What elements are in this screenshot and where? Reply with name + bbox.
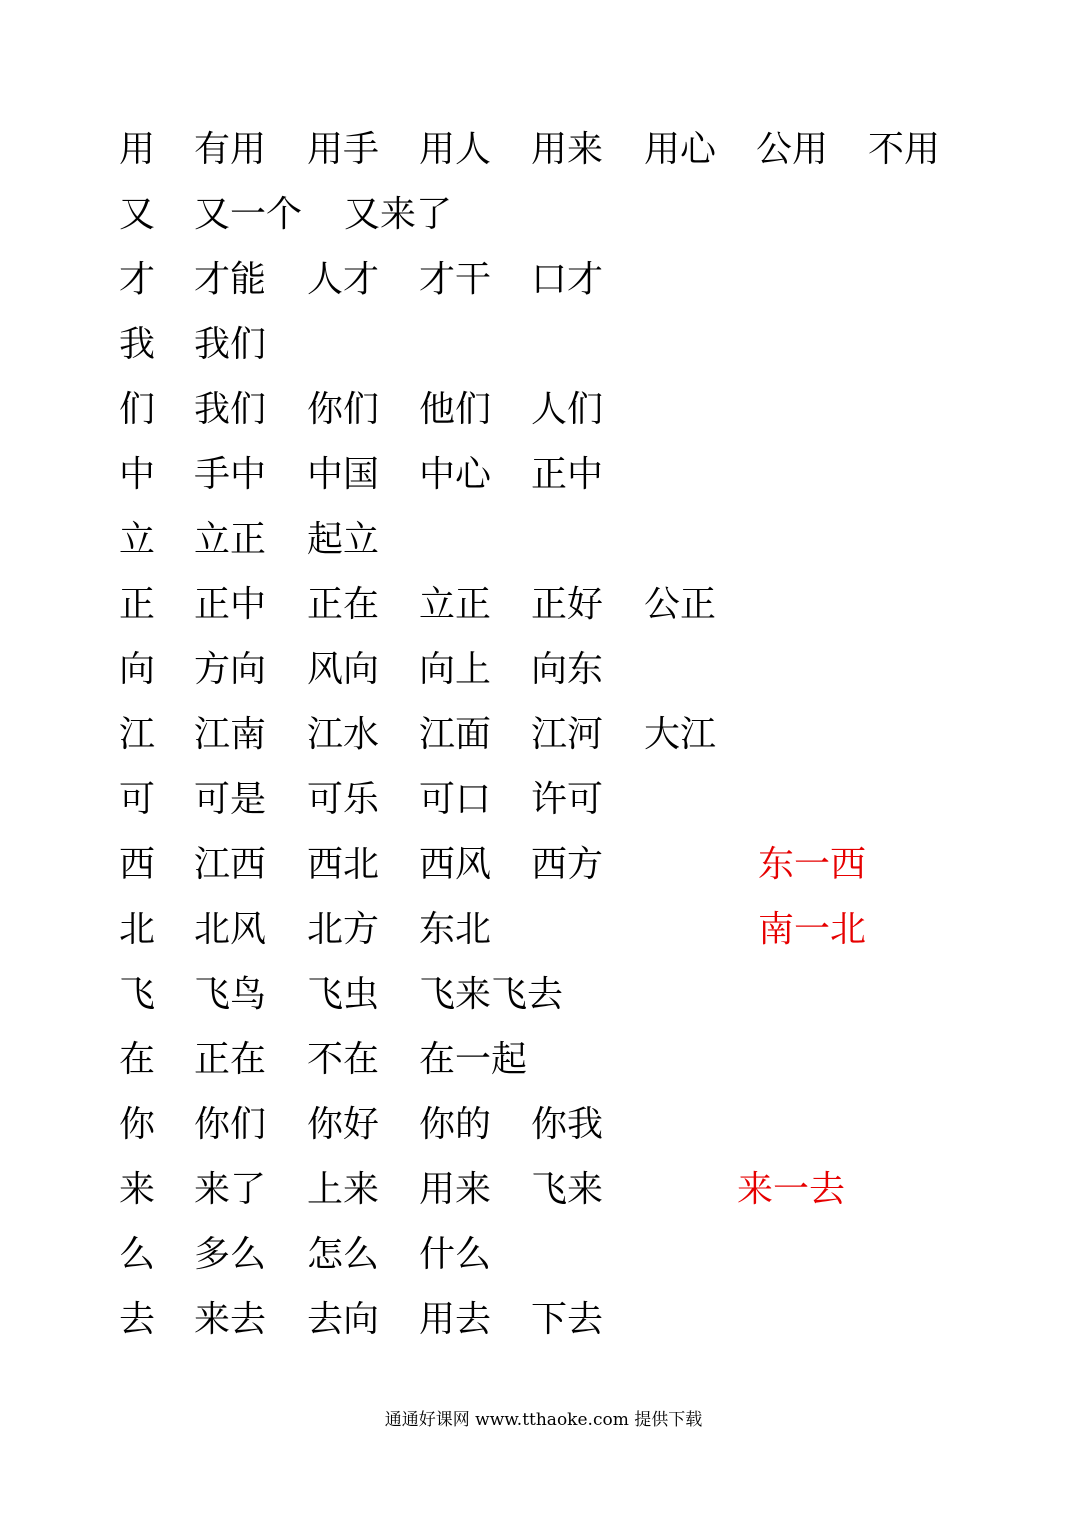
- word-entry: 西风: [419, 844, 492, 885]
- word-row: [0, 126, 1087, 174]
- word-entry: 我们: [194, 389, 267, 430]
- word-entry: 立正: [419, 584, 492, 625]
- word-entry: 可乐: [307, 779, 380, 820]
- word-entry: 在一起: [419, 1039, 528, 1080]
- word-entry: 来了: [194, 1169, 267, 1210]
- word-entry: 北风: [194, 909, 267, 950]
- word-entry: 正在: [307, 584, 380, 625]
- word-entry: 用心: [644, 129, 717, 170]
- word-entry: 风向: [307, 649, 380, 690]
- word-row: [0, 386, 1087, 434]
- antonym-pair: 东一西: [758, 844, 867, 885]
- word-entry: 北方: [307, 909, 380, 950]
- word-row: [0, 1296, 1087, 1344]
- row-character: 可: [119, 779, 156, 820]
- word-entry: 许可: [531, 779, 604, 820]
- word-entry: 公用: [756, 129, 829, 170]
- word-entry: 有用: [194, 129, 267, 170]
- word-entry: 多么: [194, 1234, 267, 1275]
- word-entry: 你的: [419, 1104, 492, 1145]
- word-entry: 我们: [194, 324, 267, 365]
- word-row: [0, 581, 1087, 629]
- word-row: [0, 1231, 1087, 1279]
- row-character: 中: [119, 454, 156, 495]
- word-entry: 江水: [307, 714, 380, 755]
- word-entry: 他们: [419, 389, 492, 430]
- word-entry: 你们: [307, 389, 380, 430]
- word-entry: 方向: [194, 649, 267, 690]
- word-row: [0, 776, 1087, 824]
- word-row: [0, 906, 1087, 954]
- row-character: 江: [119, 714, 156, 755]
- page-footer: 通通好课网 www.tthaoke.com 提供下载: [384, 1410, 703, 1430]
- word-row: [0, 646, 1087, 694]
- word-row: [0, 321, 1087, 369]
- word-entry: 西方: [531, 844, 604, 885]
- word-entry: 用来: [531, 129, 604, 170]
- word-entry: 江面: [419, 714, 492, 755]
- row-character: 么: [119, 1234, 156, 1275]
- row-character: 西: [119, 844, 156, 885]
- word-entry: 大江: [644, 714, 717, 755]
- word-entry: 公正: [644, 584, 717, 625]
- word-entry: 怎么: [307, 1234, 380, 1275]
- row-character: 立: [119, 519, 156, 560]
- word-entry: 你们: [194, 1104, 267, 1145]
- antonym-pair: 南一北: [758, 909, 867, 950]
- antonym-pair: 来一去: [737, 1169, 846, 1210]
- word-entry: 人们: [531, 389, 604, 430]
- word-row: [0, 516, 1087, 564]
- row-character: 在: [119, 1039, 156, 1080]
- word-entry: 下去: [531, 1299, 604, 1340]
- row-character: 向: [119, 649, 156, 690]
- word-row: [0, 191, 1087, 239]
- word-entry: 不在: [307, 1039, 380, 1080]
- word-entry: 中国: [307, 454, 380, 495]
- row-character: 来: [119, 1169, 156, 1210]
- word-entry: 江西: [194, 844, 267, 885]
- word-entry: 用来: [419, 1169, 492, 1210]
- word-entry: 中心: [419, 454, 492, 495]
- word-row: [0, 841, 1087, 889]
- word-entry: 飞来飞去: [419, 974, 564, 1015]
- word-entry: 用手: [307, 129, 380, 170]
- word-entry: 可是: [194, 779, 267, 820]
- word-entry: 向上: [419, 649, 492, 690]
- word-entry: 又来了: [344, 194, 453, 235]
- word-entry: 人才: [307, 259, 380, 300]
- word-entry: 上来: [307, 1169, 380, 1210]
- word-entry: 西北: [307, 844, 380, 885]
- row-character: 飞: [119, 974, 156, 1015]
- word-entry: 飞虫: [307, 974, 380, 1015]
- row-character: 你: [119, 1104, 156, 1145]
- word-entry: 不用: [868, 129, 941, 170]
- word-entry: 来去: [194, 1299, 267, 1340]
- row-character: 北: [119, 909, 156, 950]
- word-row: [0, 711, 1087, 759]
- word-row: [0, 1166, 1087, 1214]
- word-entry: 江河: [531, 714, 604, 755]
- word-entry: 飞鸟: [194, 974, 267, 1015]
- word-row: [0, 1036, 1087, 1084]
- word-row: [0, 256, 1087, 304]
- row-character: 我: [119, 324, 156, 365]
- word-entry: 去向: [307, 1299, 380, 1340]
- word-entry: 你我: [531, 1104, 604, 1145]
- row-character: 去: [119, 1299, 156, 1340]
- word-entry: 飞来: [531, 1169, 604, 1210]
- row-character: 们: [119, 389, 156, 430]
- word-entry: 正中: [531, 454, 604, 495]
- word-entry: 向东: [531, 649, 604, 690]
- word-entry: 立正: [194, 519, 267, 560]
- word-entry: 用人: [419, 129, 492, 170]
- word-row: [0, 971, 1087, 1019]
- word-entry: 东北: [419, 909, 492, 950]
- word-entry: 可口: [419, 779, 492, 820]
- word-entry: 起立: [307, 519, 380, 560]
- word-entry: 又一个: [194, 194, 303, 235]
- word-entry: 正在: [194, 1039, 267, 1080]
- word-row: [0, 451, 1087, 499]
- word-entry: 正好: [531, 584, 604, 625]
- row-character: 用: [119, 129, 156, 170]
- word-entry: 你好: [307, 1104, 380, 1145]
- word-entry: 口才: [531, 259, 604, 300]
- row-character: 才: [119, 259, 156, 300]
- word-entry: 才能: [194, 259, 267, 300]
- row-character: 又: [119, 194, 156, 235]
- word-entry: 江南: [194, 714, 267, 755]
- word-entry: 用去: [419, 1299, 492, 1340]
- word-entry: 才干: [419, 259, 492, 300]
- word-entry: 什么: [419, 1234, 492, 1275]
- word-entry: 正中: [194, 584, 267, 625]
- word-row: [0, 1101, 1087, 1149]
- row-character: 正: [119, 584, 156, 625]
- word-entry: 手中: [194, 454, 267, 495]
